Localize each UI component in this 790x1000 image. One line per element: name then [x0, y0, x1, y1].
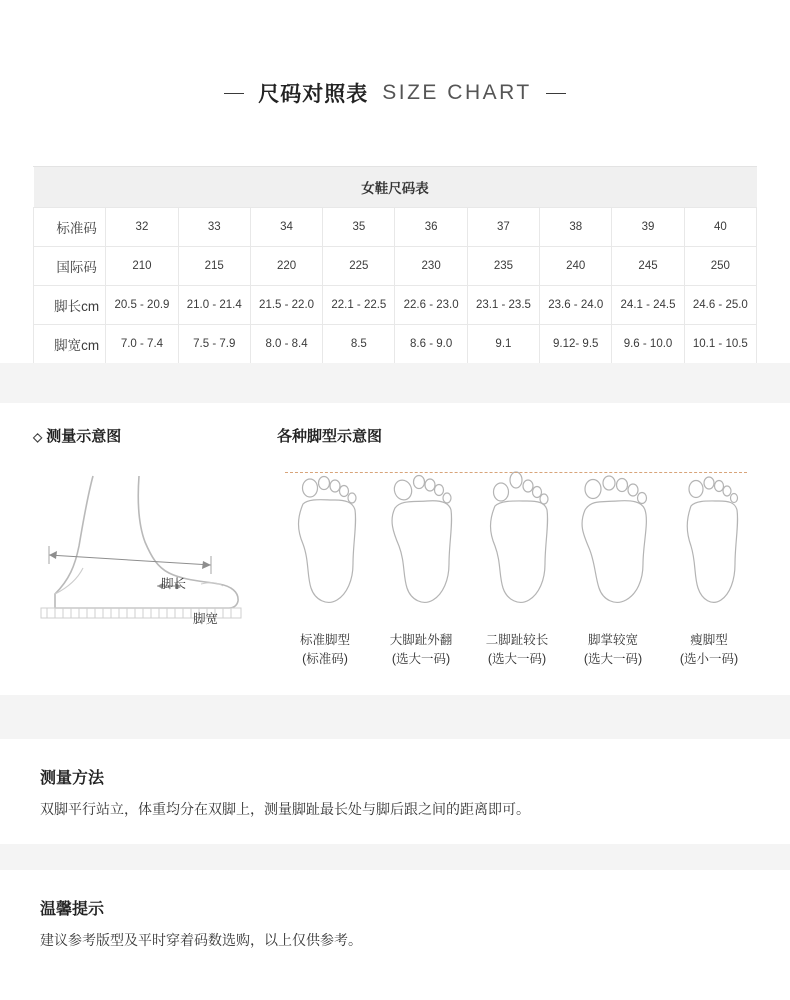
- foot-type-note: (选大一码): [391, 652, 451, 666]
- tips-block: [0, 896, 790, 951]
- table-cell: 9.6 - 10.0: [612, 325, 684, 364]
- table-cell: 230: [395, 247, 467, 286]
- table-cell: 215: [178, 247, 250, 286]
- table-row: [34, 286, 757, 325]
- page-title-cn: 尺码对照表: [258, 83, 369, 106]
- list-item: [661, 468, 757, 669]
- table-cell: 7.0 - 7.4: [106, 325, 178, 364]
- table-cell: 8.0 - 8.4: [250, 325, 322, 364]
- page-title-en: SIZE CHART: [382, 81, 532, 104]
- foot-type-list: [277, 468, 757, 669]
- table-cell: 38: [540, 208, 612, 247]
- table-cell: 225: [323, 247, 395, 286]
- table-cell: 24.1 - 24.5: [612, 286, 684, 325]
- size-chart-page: [0, 78, 790, 1000]
- table-cell: 40: [684, 208, 756, 247]
- table-cell: 8.5: [323, 325, 395, 364]
- foot-type-name: 瘦脚型: [690, 633, 728, 647]
- size-table: [33, 167, 757, 363]
- table-cell: 23.1 - 23.5: [467, 286, 539, 325]
- measure-diagram-heading: [33, 425, 267, 446]
- foot-print-wide-icon: [571, 468, 655, 620]
- toe-guide-line: [285, 472, 747, 473]
- table-cell: 8.6 - 9.0: [395, 325, 467, 364]
- tips-title: 温馨提示: [40, 901, 105, 918]
- table-cell: 22.6 - 23.0: [395, 286, 467, 325]
- table-cell: 210: [106, 247, 178, 286]
- table-row: [34, 208, 757, 247]
- measure-diagram-figure: [33, 468, 267, 634]
- table-cell: 7.5 - 7.9: [178, 325, 250, 364]
- table-cell: 21.5 - 22.0: [250, 286, 322, 325]
- table-row: [34, 247, 757, 286]
- title-dash-right: [546, 93, 566, 94]
- page-title: [0, 78, 790, 108]
- list-item: [373, 468, 469, 669]
- table-header-row: [34, 167, 757, 208]
- method-body: 双脚平行站立，体重均分在双脚上，测量脚趾最长处与脚后跟之间的距离即可。: [40, 801, 530, 817]
- label-foot-length: 脚长: [161, 577, 187, 591]
- diagram-section: [0, 425, 790, 669]
- table-cell: 20.5 - 20.9: [106, 286, 178, 325]
- tips-body: 建议参考版型及平时穿着码数选购，以上仅供参考。: [40, 932, 362, 948]
- diamond-icon: ◇: [33, 430, 43, 444]
- table-cell: 240: [540, 247, 612, 286]
- table-cell: 220: [250, 247, 322, 286]
- list-item: [469, 468, 565, 669]
- table-cell: 24.6 - 25.0: [684, 286, 756, 325]
- table-cell: 250: [684, 247, 756, 286]
- list-item: [277, 468, 373, 669]
- title-dash-left: [224, 93, 244, 94]
- bottom-spacer: [0, 951, 790, 971]
- table-cell: 10.1 - 10.5: [684, 325, 756, 364]
- table-cell: 23.6 - 24.0: [540, 286, 612, 325]
- row-label: 脚长cm: [34, 286, 106, 325]
- foot-type-note: (标准码): [302, 652, 348, 666]
- measure-diagram-heading-label: 测量示意图: [46, 428, 122, 445]
- row-label: 脚宽cm: [34, 325, 106, 364]
- table-cell: 33: [178, 208, 250, 247]
- foot-type-name: 大脚趾外翻: [389, 633, 453, 647]
- separator-band-2: [0, 695, 790, 739]
- foot-print-bunion-icon: [379, 468, 463, 620]
- method-title: 测量方法: [40, 770, 105, 787]
- row-label: 国际码: [34, 247, 106, 286]
- foot-types-heading: 各种脚型示意图: [277, 428, 383, 445]
- foot-print-standard-icon: [283, 468, 367, 620]
- list-item: [565, 468, 661, 669]
- table-cell: 32: [106, 208, 178, 247]
- table-cell: 22.1 - 22.5: [323, 286, 395, 325]
- table-cell: 245: [612, 247, 684, 286]
- foot-type-note: (选大一码): [583, 652, 643, 666]
- foot-print-long-second-toe-icon: [475, 468, 559, 620]
- foot-type-note: (选大一码): [487, 652, 547, 666]
- row-label: 标准码: [34, 208, 106, 247]
- foot-types-column: [267, 425, 757, 669]
- separator-band-3: [0, 844, 790, 870]
- table-cell: 21.0 - 21.4: [178, 286, 250, 325]
- table-row: [34, 325, 757, 364]
- measure-diagram-column: [33, 425, 267, 669]
- size-table-wrap: [33, 166, 757, 363]
- foot-print-narrow-icon: [667, 468, 751, 620]
- foot-type-name: 脚掌较宽: [587, 633, 638, 647]
- foot-type-note: (选小一码): [679, 652, 739, 666]
- table-cell: 37: [467, 208, 539, 247]
- table-cell: 35: [323, 208, 395, 247]
- label-foot-width: 脚宽: [193, 612, 219, 626]
- table-cell: 34: [250, 208, 322, 247]
- table-cell: 9.1: [467, 325, 539, 364]
- table-cell: 36: [395, 208, 467, 247]
- separator-band-1: [0, 363, 790, 403]
- table-cell: 9.12- 9.5: [540, 325, 612, 364]
- foot-type-name: 二脚趾较长: [485, 633, 549, 647]
- method-block: [0, 765, 790, 820]
- table-caption: 女鞋尺码表: [34, 167, 757, 208]
- table-cell: 39: [612, 208, 684, 247]
- foot-type-name: 标准脚型: [299, 633, 350, 647]
- table-cell: 235: [467, 247, 539, 286]
